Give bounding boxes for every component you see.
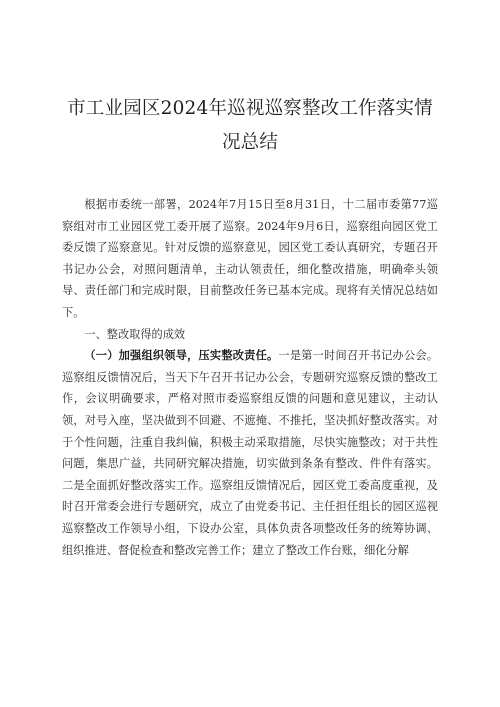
subsection-text: 一是第一时间召开书记办公会。巡察组反馈情况后，当天下午召开书记办公会，专题研究巡察反馈的整改工作，会议明确要求，严格对照市委巡察组反馈的问题和意见建议，主动认领，对号入座，坚决做到不回避、不遮掩、不推托，坚决抓好整改落实。对于个性问题，注重自我纠偏，积极主动采取措施，尽快实施整改；对于共性问题，集思广益，共同研究解决措施，切实做到条条有整改、件件有落实。二是全面抓好整改落实工作。巡察组反馈情况后，园区党工委高度重视，及时召开常委会进行专题研究，成立了由党委书记、主任担任组长的园区巡视巡察整改工作领导小组，下设办公室，具体负责各项整改任务的统筹协调、组织推进、督促检查和整改完善工作；建立了整改工作台账，细化分解 xyxy=(62,349,438,557)
intro-paragraph: 根据市委统一部署，2024年7月15日至8月31日，十二届市委第77巡察组对市工业园区党工委开展了巡察。2024年9月6日，巡察组向园区党工委反馈了巡察意见。针对反馈的巡察意见，园区党工委认真研究，专题召开书记办公会，对照问题清单，主动认领责任，细化整改措施，明确牵头领导、责任部门和完成时限，目前整改任务已基本完成。现将有关情况总结如下。 xyxy=(62,198,438,319)
subsection-heading: （一）加强组织领导，压实整改责任。 xyxy=(84,348,279,363)
subsection-paragraph xyxy=(62,345,438,561)
section-heading: 一、整改取得的成效 xyxy=(84,327,186,341)
document-body xyxy=(62,194,438,561)
document-title: 市工业园区2024年巡视巡察整改工作落实情况总结 xyxy=(67,98,433,153)
